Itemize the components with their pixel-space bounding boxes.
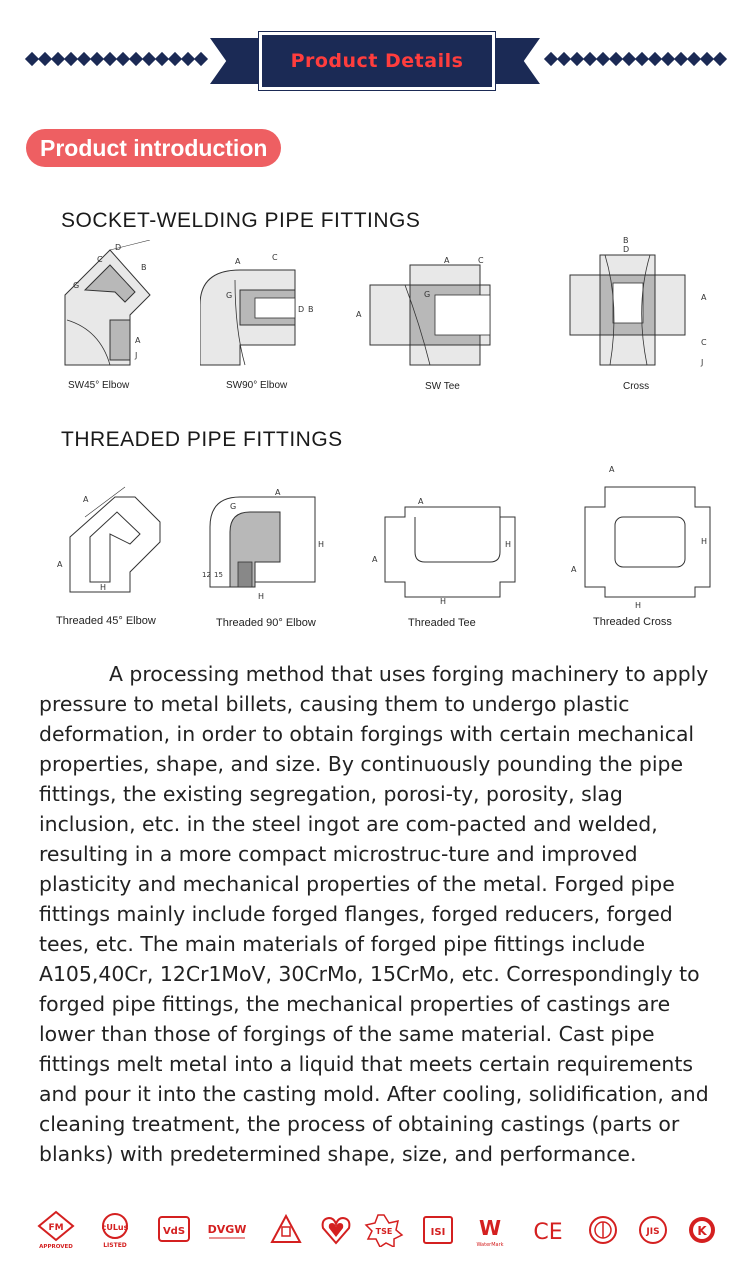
sw-tee-caption: SW Tee: [425, 381, 460, 392]
sw-cross-caption: Cross: [623, 381, 650, 392]
svg-text:JIS: JIS: [646, 1227, 660, 1237]
svg-text:J: J: [701, 358, 704, 367]
svg-text:VdS: VdS: [162, 1226, 186, 1237]
fm-approved-icon: [35, 1210, 77, 1250]
diamond-border-right: [545, 52, 726, 66]
svg-text:A: A: [372, 555, 378, 564]
threaded-cross-drawing: [565, 462, 715, 612]
svg-text:G: G: [230, 502, 237, 511]
warning-triangle-cert-icon: [266, 1210, 306, 1250]
threaded90-elbow-caption: Threaded 90° Elbow: [216, 617, 316, 629]
svg-text:C: C: [701, 338, 707, 347]
sw90-elbow-drawing: [200, 250, 320, 375]
page-title: Product Details: [290, 50, 464, 72]
svg-text:C: C: [97, 255, 103, 264]
threaded45-elbow-drawing: [55, 472, 175, 597]
svg-text:A: A: [83, 495, 89, 504]
svg-text:H: H: [701, 537, 708, 546]
socket-section-title: SOCKET-WELDING PIPE FITTINGS: [61, 209, 421, 232]
isi-icon: [418, 1210, 458, 1250]
svg-text:A: A: [57, 560, 63, 569]
svg-text:W: W: [478, 1216, 502, 1240]
dvgw-icon: [205, 1210, 249, 1250]
threaded90-elbow-drawing: [200, 487, 330, 602]
ribbon-tail-left: [210, 38, 264, 84]
tse-icon: [362, 1210, 406, 1250]
svg-text:K: K: [697, 1224, 707, 1238]
jis-icon: [633, 1210, 673, 1250]
sw45-elbow-caption: SW45° Elbow: [68, 380, 130, 391]
svg-text:A: A: [235, 257, 241, 266]
sw90-elbow-caption: SW90° Elbow: [226, 380, 288, 391]
svg-text:TSE: TSE: [375, 1227, 393, 1236]
ks-icon: [682, 1210, 722, 1250]
threaded45-elbow-caption: Threaded 45° Elbow: [56, 615, 156, 627]
product-description: A processing method that uses forging machinery to apply pressure to metal billets, causing them to undergo plastic deformation, in order to obtain forgings with certain mechanical properties, shape, and size. By continuously pounding the pipe fittings, the existing segregation, porosi-ty, porosity, slag inclusion, etc. in the steel ingot are com-pacted and welded, resulting in a more compact microstruc-ture and improved plasticity and mechanical properties of the metal. Forged pipe fittings mainly include forged flanges, forged reducers, forged tees, etc. The main materials of forged pipe fittings include A105,40Cr, 12Cr1MoV, 30CrMo, 15CrMo, etc. Correspondingly to forged pipe fittings, the mechanical properties of castings are lower than those of forgings of the same material. Cast pipe fittings melt metal into a liquid that meets certain requirements and pour it into the casting mold. After cooling, solidification, and cleaning treatment, the process of obtaining castings (parts or blanks) with predetermined shape, size, and performance.: [39, 662, 709, 1166]
svg-text:A: A: [444, 256, 450, 265]
svg-text:B: B: [141, 263, 147, 272]
svg-text:G: G: [226, 291, 233, 300]
svg-text:12: 12: [202, 571, 211, 579]
svg-text:B: B: [623, 236, 629, 245]
svg-text:H: H: [635, 601, 642, 610]
heart-cert-icon: [316, 1210, 356, 1250]
svg-text:A: A: [609, 465, 615, 474]
sw-cross-drawing: [565, 225, 715, 380]
svg-text:H: H: [318, 540, 325, 549]
section-banner: [0, 30, 750, 88]
svg-text:ISI: ISI: [430, 1227, 446, 1238]
socket-drawings-row: [0, 236, 750, 400]
svg-text:G: G: [424, 290, 431, 299]
svg-text:D: D: [623, 245, 630, 254]
svg-text:DVGW: DVGW: [207, 1223, 247, 1236]
svg-text:H: H: [100, 583, 107, 592]
svg-text:cULus: cULus: [101, 1223, 129, 1232]
svg-text:A: A: [701, 293, 707, 302]
svg-text:D: D: [298, 305, 305, 314]
threaded-drawings-row: [0, 462, 750, 632]
abnt-icon: [583, 1210, 623, 1250]
svg-text:A: A: [356, 310, 362, 319]
threaded-tee-caption: Threaded Tee: [408, 617, 476, 629]
diamond-border-left: [26, 52, 207, 66]
svg-text:C: C: [478, 256, 484, 265]
svg-text:CE: CE: [533, 1220, 563, 1245]
ul-listed-icon: [93, 1210, 137, 1250]
svg-text:J: J: [135, 351, 138, 360]
svg-text:H: H: [258, 592, 265, 601]
svg-text:H: H: [505, 540, 512, 549]
ce-icon: [528, 1210, 568, 1250]
svg-text:WaterMark: WaterMark: [476, 1242, 504, 1248]
svg-text:A: A: [275, 488, 281, 497]
certification-logos: [0, 1210, 750, 1250]
threaded-cross-caption: Threaded Cross: [593, 616, 672, 628]
svg-text:D: D: [115, 243, 122, 252]
svg-text:B: B: [308, 305, 314, 314]
intro-badge: Product introduction: [26, 129, 281, 167]
svg-text:A: A: [418, 497, 424, 506]
banner-title-box: [259, 32, 495, 90]
svg-text:LISTED: LISTED: [103, 1242, 127, 1249]
watermark-icon: [468, 1210, 512, 1250]
svg-text:C: C: [272, 253, 278, 262]
threaded-tee-drawing: [370, 492, 520, 607]
sw-tee-drawing: [350, 255, 500, 370]
svg-text:G: G: [73, 281, 80, 290]
svg-text:A: A: [571, 565, 577, 574]
svg-text:A: A: [135, 336, 141, 345]
vds-icon: [154, 1210, 194, 1250]
threaded-section-title: THREADED PIPE FITTINGS: [61, 428, 343, 451]
sw45-elbow-drawing: [55, 240, 175, 375]
svg-text:H: H: [440, 597, 447, 606]
svg-text:APPROVED: APPROVED: [39, 1244, 73, 1250]
svg-text:15: 15: [214, 571, 223, 579]
svg-text:FM: FM: [48, 1223, 64, 1233]
